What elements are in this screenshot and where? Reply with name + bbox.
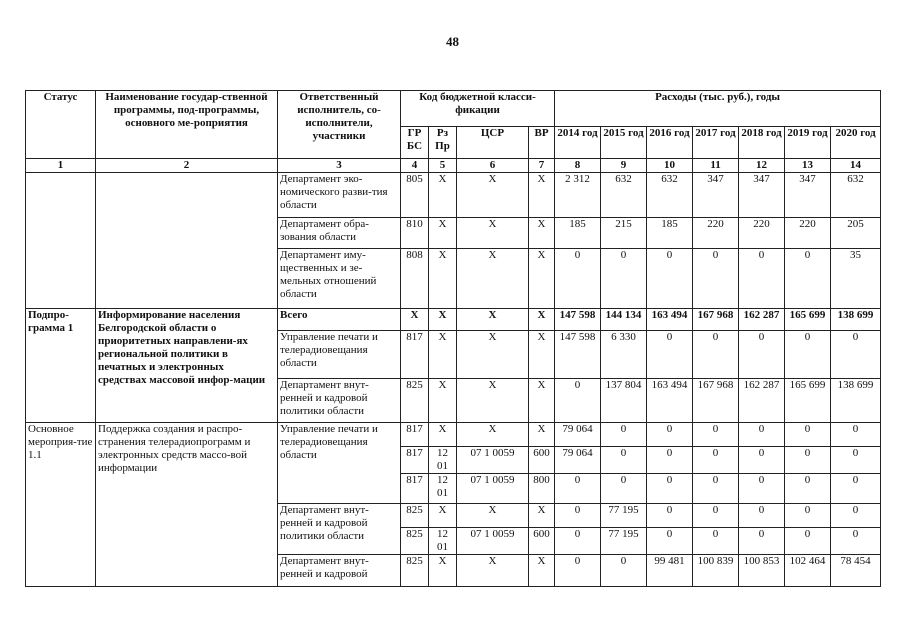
table-row xyxy=(26,423,881,447)
value-cell: 0 xyxy=(647,504,693,528)
value-cell: 0 xyxy=(785,249,831,309)
value-cell: 6 330 xyxy=(601,331,647,379)
status-cell: Подпро-грамма 1 xyxy=(26,309,96,423)
value-cell: 0 xyxy=(831,528,881,555)
executor-cell: Департамент обра-зования области xyxy=(278,218,401,249)
value-cell: 0 xyxy=(555,379,601,423)
value-cell: 165 699 xyxy=(785,379,831,423)
value-cell: 0 xyxy=(601,447,647,474)
value-cell: 35 xyxy=(831,249,881,309)
vr-cell: 600 xyxy=(529,528,555,555)
vr-cell: 600 xyxy=(529,447,555,474)
header-year: 2017 год xyxy=(693,127,739,159)
value-cell: 78 454 xyxy=(831,555,881,587)
column-number: 4 xyxy=(401,159,429,173)
executor-cell: Департамент иму-щественных и зе-мельных отношений области xyxy=(278,249,401,309)
column-number: 3 xyxy=(278,159,401,173)
page-number: 48 xyxy=(446,34,459,49)
column-number: 5 xyxy=(429,159,457,173)
executor-cell: Департамент внут-ренней и кадровой политики области xyxy=(278,379,401,423)
value-cell: 0 xyxy=(693,249,739,309)
value-cell: 205 xyxy=(831,218,881,249)
value-cell: 0 xyxy=(601,474,647,504)
rzpr-cell: Х xyxy=(429,173,457,218)
csr-cell: Х xyxy=(457,218,529,249)
value-cell: 2 312 xyxy=(555,173,601,218)
grbs-cell: 825 xyxy=(401,379,429,423)
csr-cell: Х xyxy=(457,423,529,447)
value-cell: 0 xyxy=(739,249,785,309)
value-cell: 0 xyxy=(693,331,739,379)
header-executor: Ответственный исполнитель, со-исполнители, участники xyxy=(278,91,401,159)
column-number: 10 xyxy=(647,159,693,173)
rzpr-cell: 12 01 xyxy=(429,528,457,555)
value-cell: 347 xyxy=(693,173,739,218)
name-cell: Поддержка создания и распро-странения телерадиопрограмм и электронных средств массо-вой информации xyxy=(96,423,278,587)
value-cell: 215 xyxy=(601,218,647,249)
value-cell: 163 494 xyxy=(647,379,693,423)
value-cell: 77 195 xyxy=(601,528,647,555)
value-cell: 347 xyxy=(739,173,785,218)
value-cell: 0 xyxy=(739,528,785,555)
column-number: 7 xyxy=(529,159,555,173)
grbs-cell: 810 xyxy=(401,218,429,249)
grbs-cell: 825 xyxy=(401,528,429,555)
executor-cell: Департамент эко-номического разви-тия области xyxy=(278,173,401,218)
value-cell: 165 699 xyxy=(785,309,831,331)
value-cell: 79 064 xyxy=(555,423,601,447)
value-cell: 0 xyxy=(739,504,785,528)
column-number: 6 xyxy=(457,159,529,173)
csr-cell: Х xyxy=(457,504,529,528)
value-cell: 185 xyxy=(647,218,693,249)
executor-cell: Департамент внут-ренней и кадровой политики области xyxy=(278,504,401,555)
vr-cell: Х xyxy=(529,173,555,218)
vr-cell: Х xyxy=(529,218,555,249)
header-status: Статус xyxy=(26,91,96,159)
value-cell: 0 xyxy=(555,474,601,504)
column-number: 2 xyxy=(96,159,278,173)
vr-cell: Х xyxy=(529,504,555,528)
value-cell: 138 699 xyxy=(831,379,881,423)
value-cell: 0 xyxy=(831,447,881,474)
header-year: 2014 год xyxy=(555,127,601,159)
rzpr-cell: Х xyxy=(429,555,457,587)
value-cell: 167 968 xyxy=(693,309,739,331)
csr-cell: Х xyxy=(457,379,529,423)
rzpr-cell: Х xyxy=(429,309,457,331)
rzpr-cell: Х xyxy=(429,218,457,249)
value-cell: 0 xyxy=(555,555,601,587)
value-cell: 220 xyxy=(739,218,785,249)
value-cell: 144 134 xyxy=(601,309,647,331)
header-grbs: ГР БС xyxy=(401,127,429,159)
header-expenses: Расходы (тыс. руб.), годы xyxy=(555,91,881,127)
value-cell: 167 968 xyxy=(693,379,739,423)
column-number: 13 xyxy=(785,159,831,173)
value-cell: 0 xyxy=(601,249,647,309)
csr-cell: 07 1 0059 xyxy=(457,447,529,474)
header-name: Наименование государ-ственной программы, под-программы, основного ме-роприятия xyxy=(96,91,278,159)
value-cell: 0 xyxy=(647,447,693,474)
value-cell: 100 853 xyxy=(739,555,785,587)
value-cell: 0 xyxy=(785,447,831,474)
value-cell: 0 xyxy=(739,331,785,379)
value-cell: 0 xyxy=(693,504,739,528)
header-year: 2016 год xyxy=(647,127,693,159)
value-cell: 162 287 xyxy=(739,379,785,423)
table-row xyxy=(26,309,881,331)
value-cell: 0 xyxy=(831,504,881,528)
value-cell: 632 xyxy=(831,173,881,218)
column-number: 12 xyxy=(739,159,785,173)
value-cell: 138 699 xyxy=(831,309,881,331)
executor-cell: Всего xyxy=(278,309,401,331)
rzpr-cell: 12 01 xyxy=(429,474,457,504)
vr-cell: Х xyxy=(529,331,555,379)
header-year: 2018 год xyxy=(739,127,785,159)
rzpr-cell: Х xyxy=(429,504,457,528)
table-row xyxy=(26,173,881,218)
grbs-cell: 825 xyxy=(401,504,429,528)
value-cell: 100 839 xyxy=(693,555,739,587)
header-csr: ЦСР xyxy=(457,127,529,159)
header-budget-code: Код бюджетной класси-фикации xyxy=(401,91,555,127)
grbs-cell: 817 xyxy=(401,474,429,504)
value-cell: 632 xyxy=(647,173,693,218)
column-number: 9 xyxy=(601,159,647,173)
value-cell: 0 xyxy=(555,504,601,528)
value-cell: 632 xyxy=(601,173,647,218)
header-rzpr: Рз Пр xyxy=(429,127,457,159)
csr-cell: Х xyxy=(457,555,529,587)
grbs-cell: Х xyxy=(401,309,429,331)
value-cell: 77 195 xyxy=(601,504,647,528)
grbs-cell: 817 xyxy=(401,331,429,379)
csr-cell: 07 1 0059 xyxy=(457,528,529,555)
grbs-cell: 817 xyxy=(401,447,429,474)
value-cell: 0 xyxy=(601,423,647,447)
value-cell: 99 481 xyxy=(647,555,693,587)
value-cell: 0 xyxy=(647,331,693,379)
csr-cell: 07 1 0059 xyxy=(457,474,529,504)
csr-cell: Х xyxy=(457,331,529,379)
column-number: 1 xyxy=(26,159,96,173)
executor-cell: Управление печати и телерадиовещания области xyxy=(278,331,401,379)
value-cell: 0 xyxy=(785,423,831,447)
value-cell: 163 494 xyxy=(647,309,693,331)
value-cell: 147 598 xyxy=(555,331,601,379)
grbs-cell: 805 xyxy=(401,173,429,218)
value-cell: 220 xyxy=(693,218,739,249)
value-cell: 0 xyxy=(555,249,601,309)
value-cell: 0 xyxy=(693,474,739,504)
name-cell: Информирование населения Белгородской области о приоритетных направлени-ях региональной политики в печатных и электронных средствах массовой инфор-мации xyxy=(96,309,278,423)
vr-cell: Х xyxy=(529,249,555,309)
value-cell: 0 xyxy=(739,447,785,474)
value-cell: 0 xyxy=(693,528,739,555)
vr-cell: Х xyxy=(529,309,555,331)
value-cell: 102 464 xyxy=(785,555,831,587)
executor-cell: Управление печати и телерадиовещания области xyxy=(278,423,401,504)
header-year: 2019 год xyxy=(785,127,831,159)
value-cell: 0 xyxy=(601,555,647,587)
value-cell: 0 xyxy=(785,331,831,379)
column-number: 8 xyxy=(555,159,601,173)
value-cell: 137 804 xyxy=(601,379,647,423)
vr-cell: Х xyxy=(529,379,555,423)
csr-cell: Х xyxy=(457,309,529,331)
grbs-cell: 825 xyxy=(401,555,429,587)
csr-cell: Х xyxy=(457,173,529,218)
vr-cell: Х xyxy=(529,423,555,447)
value-cell: 0 xyxy=(647,474,693,504)
header-year: 2015 год xyxy=(601,127,647,159)
value-cell: 79 064 xyxy=(555,447,601,474)
value-cell: 0 xyxy=(785,528,831,555)
value-cell: 0 xyxy=(647,249,693,309)
value-cell: 0 xyxy=(739,423,785,447)
value-cell: 0 xyxy=(739,474,785,504)
executor-cell: Департамент внут-ренней и кадровой xyxy=(278,555,401,587)
value-cell: 347 xyxy=(785,173,831,218)
vr-cell: 800 xyxy=(529,474,555,504)
value-cell: 0 xyxy=(785,504,831,528)
value-cell: 185 xyxy=(555,218,601,249)
value-cell: 0 xyxy=(693,423,739,447)
grbs-cell: 817 xyxy=(401,423,429,447)
rzpr-cell: Х xyxy=(429,423,457,447)
value-cell: 0 xyxy=(831,331,881,379)
csr-cell: Х xyxy=(457,249,529,309)
value-cell: 0 xyxy=(831,423,881,447)
value-cell: 0 xyxy=(831,474,881,504)
value-cell: 220 xyxy=(785,218,831,249)
header-year: 2020 год xyxy=(831,127,881,159)
name-cell xyxy=(96,173,278,309)
header-vr: ВР xyxy=(529,127,555,159)
rzpr-cell: 12 01 xyxy=(429,447,457,474)
value-cell: 0 xyxy=(693,447,739,474)
value-cell: 0 xyxy=(785,474,831,504)
value-cell: 0 xyxy=(647,423,693,447)
budget-table xyxy=(25,90,881,587)
status-cell xyxy=(26,173,96,309)
value-cell: 147 598 xyxy=(555,309,601,331)
value-cell: 162 287 xyxy=(739,309,785,331)
rzpr-cell: Х xyxy=(429,249,457,309)
column-number: 11 xyxy=(693,159,739,173)
column-number: 14 xyxy=(831,159,881,173)
rzpr-cell: Х xyxy=(429,331,457,379)
grbs-cell: 808 xyxy=(401,249,429,309)
value-cell: 0 xyxy=(647,528,693,555)
status-cell: Основное мероприя-тие 1.1 xyxy=(26,423,96,587)
rzpr-cell: Х xyxy=(429,379,457,423)
value-cell: 0 xyxy=(555,528,601,555)
vr-cell: Х xyxy=(529,555,555,587)
